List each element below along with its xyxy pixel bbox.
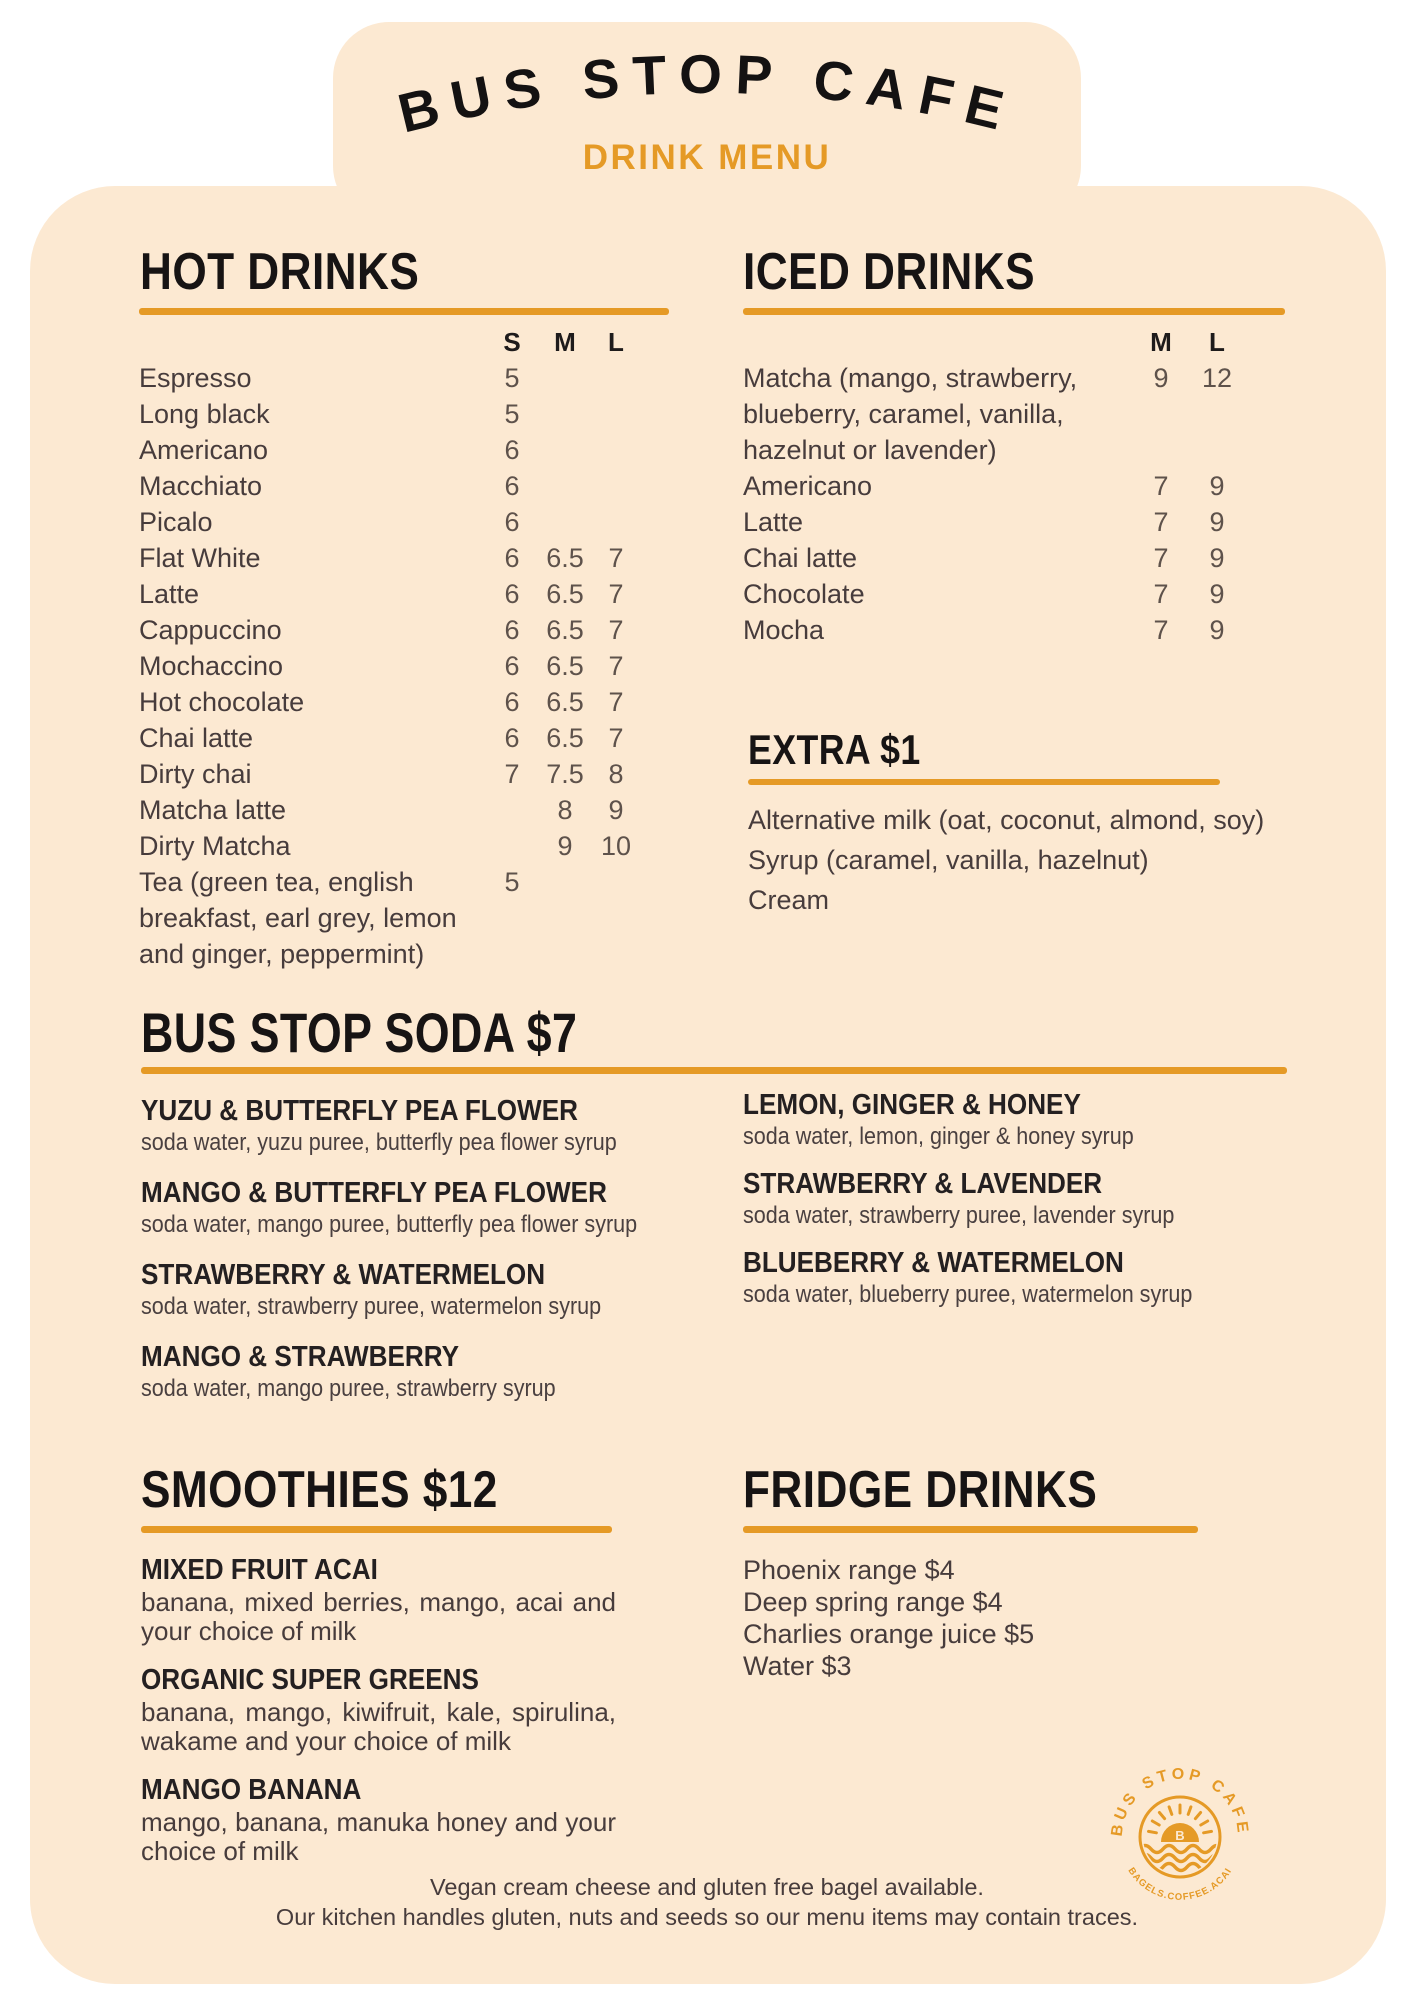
cafe-stamp-logo	[1105, 1762, 1255, 1912]
price-s: 5	[504, 867, 520, 897]
menu-item-row	[743, 360, 1263, 468]
price-m: 7	[1153, 471, 1169, 501]
size-header-m: M	[1150, 327, 1172, 357]
price-m	[535, 396, 595, 432]
price-m	[535, 504, 595, 540]
smoothie-item	[141, 1662, 616, 1756]
soda-item-desc: soda water, blueberry puree, watermelon syrup	[743, 1281, 1193, 1308]
soda-item	[141, 1258, 741, 1322]
price-l: 9	[1209, 543, 1225, 573]
extra-item: Alternative milk (oat, coconut, almond, soy)	[748, 805, 1265, 835]
soda-item-desc: soda water, mango puree, strawberry syrup	[141, 1375, 556, 1402]
price-m: 9	[1153, 363, 1169, 393]
soda-item-desc: soda water, strawberry puree, lavender syrup	[743, 1202, 1175, 1229]
logo-arc-top-text: BUS STOP CAFE	[1108, 1765, 1252, 1838]
price-l: 7	[608, 687, 624, 717]
smoothie-item	[141, 1772, 616, 1866]
extra-item: Cream	[748, 885, 830, 915]
price-l	[595, 432, 637, 468]
menu-item-row	[139, 864, 639, 972]
smoothies-title: SMOOTHIES $12	[141, 1461, 498, 1519]
size-header-l: L	[1209, 327, 1225, 357]
smoothie-item-name: MIXED FRUIT ACAI	[141, 1554, 378, 1586]
menu-item-row	[139, 684, 639, 720]
item-name: Chai latte	[743, 543, 858, 573]
soda-item	[743, 1088, 1343, 1152]
item-name: Matcha (mango, strawberry, blueberry, caramel, vanilla, hazelnut or lavender)	[743, 363, 1078, 465]
soda-item	[743, 1167, 1343, 1231]
size-header-s: S	[503, 327, 521, 357]
item-name: Chai latte	[139, 723, 254, 753]
price-s: 6	[504, 615, 520, 645]
item-name: Picalo	[139, 507, 213, 537]
fridge-drinks-rule	[743, 1526, 1198, 1533]
price-m: 6.5	[546, 543, 584, 573]
price-s	[489, 828, 535, 864]
soda-item-desc: soda water, mango puree, butterfly pea flower syrup	[141, 1211, 638, 1238]
fridge-drinks-list	[743, 1554, 1034, 1682]
soda-rule	[141, 1067, 1287, 1074]
item-name: Hot chocolate	[139, 687, 305, 717]
price-l: 9	[1209, 507, 1225, 537]
menu-item-row	[139, 504, 639, 540]
price-m	[535, 432, 595, 468]
fridge-item: Phoenix range $4	[743, 1555, 955, 1585]
menu-item-row	[139, 540, 639, 576]
soda-item-desc: soda water, strawberry puree, watermelon syrup	[141, 1293, 602, 1320]
hot-drinks-rule	[139, 308, 669, 315]
price-l: 12	[1201, 363, 1233, 393]
soda-item-name: LEMON, GINGER & HONEY	[743, 1089, 1081, 1121]
item-name: Americano	[139, 435, 269, 465]
item-name: Cappuccino	[139, 615, 282, 645]
item-name: Long black	[139, 399, 270, 429]
item-name: Flat White	[139, 543, 261, 573]
extra-rule	[748, 779, 1220, 785]
price-s: 6	[504, 507, 520, 537]
menu-item-row	[743, 468, 1263, 504]
fridge-item: Charlies orange juice $5	[743, 1619, 1035, 1649]
price-l: 7	[608, 723, 624, 753]
price-s: 6	[504, 687, 520, 717]
price-s: 7	[504, 759, 520, 789]
item-name: Mochaccino	[139, 651, 284, 681]
footer-line-1: Vegan cream cheese and gluten free bagel available.	[430, 1874, 984, 1900]
soda-title: BUS STOP SODA $7	[141, 1001, 578, 1064]
soda-item-name: STRAWBERRY & LAVENDER	[743, 1168, 1103, 1200]
price-m: 6.5	[546, 723, 584, 753]
item-name: Chocolate	[743, 579, 865, 609]
price-l: 7	[608, 651, 624, 681]
price-l	[595, 504, 637, 540]
item-name: Americano	[743, 471, 873, 501]
smoothie-item-name: ORGANIC SUPER GREENS	[141, 1664, 479, 1696]
menu-item-row	[743, 504, 1263, 540]
svg-text:BUS STOP CAFE	[392, 43, 1022, 145]
price-m: 7	[1153, 543, 1169, 573]
logo-letter: B	[1175, 1828, 1185, 1843]
menu-item-row	[139, 828, 639, 864]
price-s	[489, 792, 535, 828]
menu-item-row	[743, 612, 1263, 648]
price-m: 6.5	[546, 615, 584, 645]
footer-note	[150, 1872, 1264, 1932]
item-name: Dirty Matcha	[139, 831, 291, 861]
item-name: Espresso	[139, 363, 252, 393]
cafe-title-arch	[350, 28, 1064, 156]
soda-item-desc: soda water, yuzu puree, butterfly pea flower syrup	[141, 1129, 617, 1156]
smoothie-item	[141, 1552, 616, 1646]
price-l	[595, 360, 637, 396]
menu-item-row	[139, 468, 639, 504]
price-s: 6	[504, 471, 520, 501]
price-m: 9	[557, 831, 573, 861]
soda-item-name: MANGO & STRAWBERRY	[141, 1341, 460, 1373]
price-m	[535, 468, 595, 504]
price-l	[595, 864, 637, 972]
size-header-m: M	[554, 327, 576, 357]
smoothie-item-desc: banana, mixed berries, mango, acai and your choice of milk	[141, 1587, 616, 1646]
item-name: Macchiato	[139, 471, 263, 501]
fridge-drinks-title: FRIDGE DRINKS	[743, 1461, 1098, 1519]
price-m: 7	[1153, 507, 1169, 537]
extra-item: Syrup (caramel, vanilla, hazelnut)	[748, 845, 1149, 875]
soda-item-name: MANGO & BUTTERFLY PEA FLOWER	[141, 1177, 607, 1209]
soda-item	[141, 1094, 741, 1158]
item-name: Dirty chai	[139, 759, 252, 789]
menu-item-row	[139, 612, 639, 648]
price-l: 9	[608, 795, 624, 825]
menu-subtitle: DRINK MENU	[582, 138, 832, 177]
hot-drinks-table	[139, 324, 639, 972]
price-l	[595, 396, 637, 432]
price-s: 6	[504, 723, 520, 753]
smoothies-list	[141, 1552, 616, 1882]
menu-item-row	[139, 396, 639, 432]
price-m	[535, 864, 595, 972]
item-name: Matcha latte	[139, 795, 287, 825]
iced-drinks-title: ICED DRINKS	[743, 243, 1036, 301]
smoothie-item-desc: mango, banana, manuka honey and your choice of milk	[141, 1807, 616, 1866]
size-header-row	[743, 324, 1263, 360]
price-m: 6.5	[546, 579, 584, 609]
soda-right-column	[743, 1088, 1343, 1325]
menu-item-row	[139, 720, 639, 756]
size-header-row	[139, 324, 639, 360]
price-l	[595, 468, 637, 504]
menu-item-row	[139, 792, 639, 828]
soda-item-desc: soda water, lemon, ginger & honey syrup	[743, 1123, 1134, 1150]
extra-title: EXTRA $1	[748, 726, 921, 773]
fridge-item: Water $3	[743, 1651, 852, 1681]
iced-drinks-table	[743, 324, 1263, 648]
soda-item	[743, 1246, 1343, 1310]
item-name: Tea (green tea, english breakfast, earl grey, lemon and ginger, peppermint)	[139, 867, 457, 969]
soda-item-name: STRAWBERRY & WATERMELON	[141, 1259, 546, 1291]
page-title: BUS STOP CAFE	[392, 42, 1023, 145]
soda-item-name: BLUEBERRY & WATERMELON	[743, 1247, 1124, 1279]
iced-drinks-rule	[743, 308, 1285, 315]
price-m	[535, 360, 595, 396]
price-s: 5	[504, 399, 520, 429]
price-m: 8	[557, 795, 573, 825]
menu-item-row	[139, 360, 639, 396]
price-l: 9	[1209, 579, 1225, 609]
price-m: 7	[1153, 615, 1169, 645]
extra-list	[748, 800, 1264, 920]
item-name: Latte	[139, 579, 200, 609]
fridge-item: Deep spring range $4	[743, 1587, 1003, 1617]
price-s: 6	[504, 435, 520, 465]
menu-item-row	[139, 576, 639, 612]
item-name: Mocha	[743, 615, 825, 645]
price-m: 7.5	[546, 759, 584, 789]
price-m: 6.5	[546, 687, 584, 717]
menu-item-row	[743, 576, 1263, 612]
logo-arc-bottom-text: BAGELS.COFFEE.ACAI	[1125, 1865, 1235, 1903]
price-l: 8	[608, 759, 624, 789]
soda-item-name: YUZU & BUTTERFLY PEA FLOWER	[141, 1095, 578, 1127]
soda-left-column	[141, 1094, 741, 1422]
footer-line-2: Our kitchen handles gluten, nuts and seeds so our menu items may contain traces.	[275, 1904, 1139, 1930]
menu-item-row	[139, 648, 639, 684]
price-l: 10	[600, 831, 632, 861]
menu-item-row	[139, 432, 639, 468]
menu-item-row	[139, 756, 639, 792]
soda-item	[141, 1176, 741, 1240]
price-s: 6	[504, 579, 520, 609]
price-l: 9	[1209, 471, 1225, 501]
price-s: 6	[504, 651, 520, 681]
smoothies-rule	[141, 1526, 612, 1533]
smoothie-item-name: MANGO BANANA	[141, 1774, 362, 1806]
price-m: 7	[1153, 579, 1169, 609]
price-l: 7	[608, 543, 624, 573]
price-s: 5	[504, 363, 520, 393]
smoothie-item-desc: banana, mango, kiwifruit, kale, spirulina, wakame and your choice of milk	[141, 1697, 616, 1756]
price-s: 6	[504, 543, 520, 573]
hot-drinks-title: HOT DRINKS	[140, 243, 420, 301]
item-name: Latte	[743, 507, 804, 537]
price-l: 9	[1209, 615, 1225, 645]
price-l: 7	[608, 615, 624, 645]
menu-item-row	[743, 540, 1263, 576]
price-m: 6.5	[546, 651, 584, 681]
size-header-l: L	[608, 327, 624, 357]
soda-item	[141, 1340, 741, 1404]
price-l: 7	[608, 579, 624, 609]
